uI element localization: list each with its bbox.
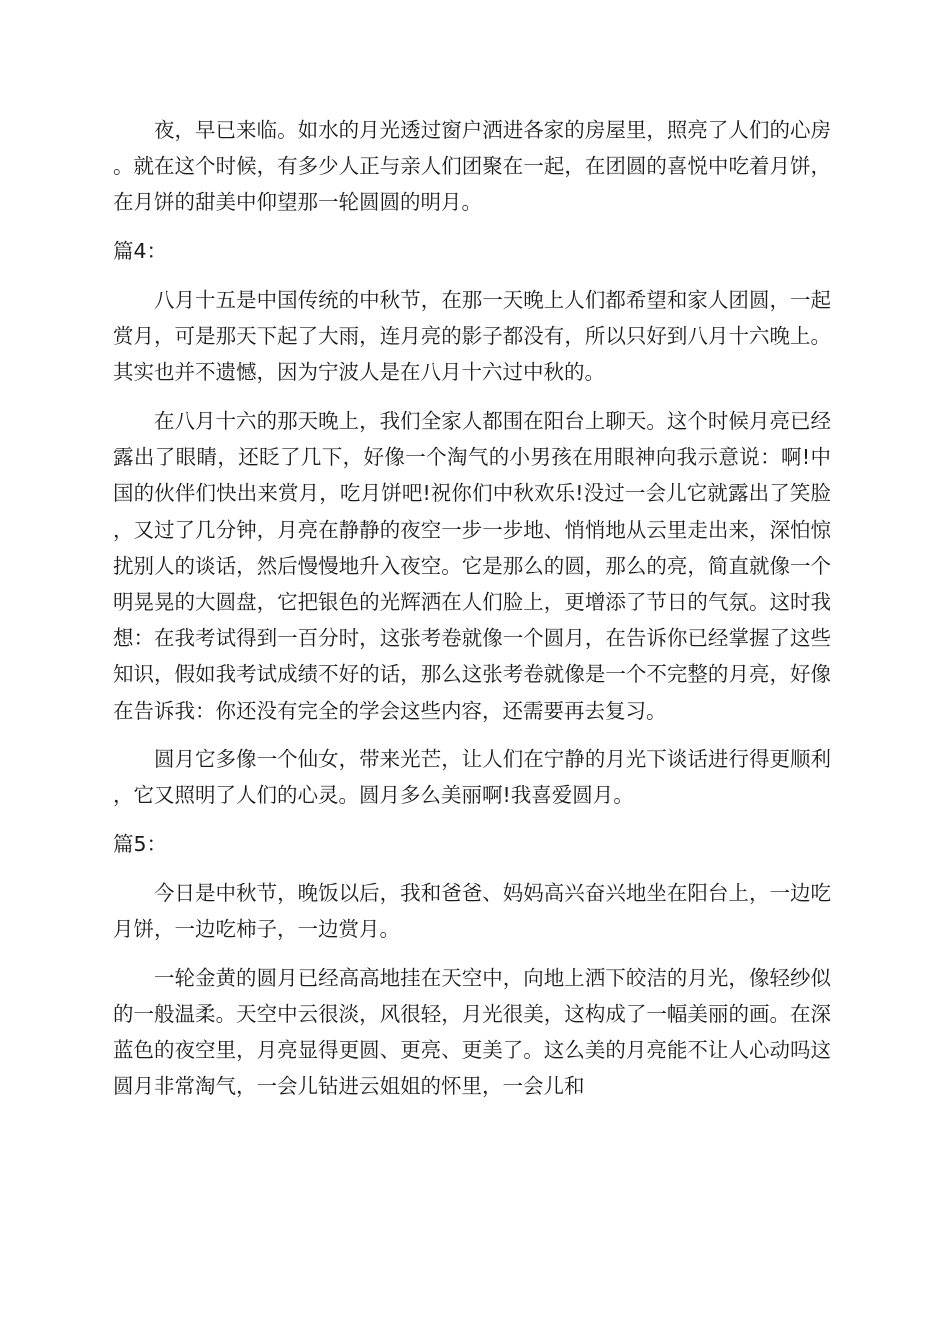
paragraph-mid-autumn-rain: 八月十五是中国传统的中秋节，在那一天晚上人们都希望和家人团圆，一起赏月，可是那天下起了大雨，连月亮的影子都没有，所以只好到八月十六晚上。其实也并不遗憾，因为宁波人是在八月十六过中秋的。 xyxy=(113,287,831,385)
paragraph-fairy-moon: 圆月它多像一个仙女，带来光芒，让人们在宁静的月光下谈话进行得更顺利，它又照明了人们的心灵。圆月多么美丽啊!我喜爱圆月。 xyxy=(113,747,831,808)
paragraph-family-mooncake: 今日是中秋节，晚饭以后，我和爸爸、妈妈高兴奋兴地坐在阳台上，一边吃月饼，一边吃柿子，一边赏月。 xyxy=(113,880,831,942)
section-heading-4: 篇4： xyxy=(113,239,168,264)
document-page xyxy=(113,112,831,1117)
paragraph-golden-moon: 一轮金黄的圆月已经高高地挂在天空中，向地上洒下皎洁的月光，像轻纱似的一般温柔。天空中云很淡，风很轻，月光很美，这构成了一幅美丽的画。在深蓝色的夜空里，月亮显得更圆、更亮、更美了。这么美的月亮能不让人心动吗这圆月非常淘气，一会儿钻进云姐姐的怀里，一会儿和 xyxy=(113,965,831,1099)
section-heading-5: 篇5： xyxy=(113,832,168,857)
paragraph-moonlight-night: 夜，早已来临。如水的月光透过窗户洒进各家的房屋里，照亮了人们的心房。就在这个时候，有多少人正与亲人们团聚在一起，在团圆的喜悦中吃着月饼，在月饼的甜美中仰望那一轮圆圆的明月。 xyxy=(113,118,831,215)
paragraph-balcony-chat: 在八月十六的那天晚上，我们全家人都围在阳台上聊天。这个时候月亮已经露出了眼睛，还眨了几下，好像一个淘气的小男孩在用眼神向我示意说：啊!中国的伙伴们快出来赏月，吃月饼吧!祝你们中秋欢乐!没过一会儿它就露出了笑脸，又过了几分钟，月亮在静静的夜空一步一步地、悄悄地从云里走出来，深怕惊扰别人的谈话，然后慢慢地升入夜空。它是那么的圆，那么的亮，简直就像一个明晃晃的大圆盘，它把银色的光辉洒在人们脸上，更增添了节日的气氛。这时我想：在我考试得到一百分时，这张考卷就像一个圆月，在告诉你已经掌握了这些知识，假如我考试成绩不好的话，那么这张考卷就像是一个不完整的月亮，好像在告诉我：你还没有完全的学会这些内容，还需要再去复习。 xyxy=(113,408,831,723)
